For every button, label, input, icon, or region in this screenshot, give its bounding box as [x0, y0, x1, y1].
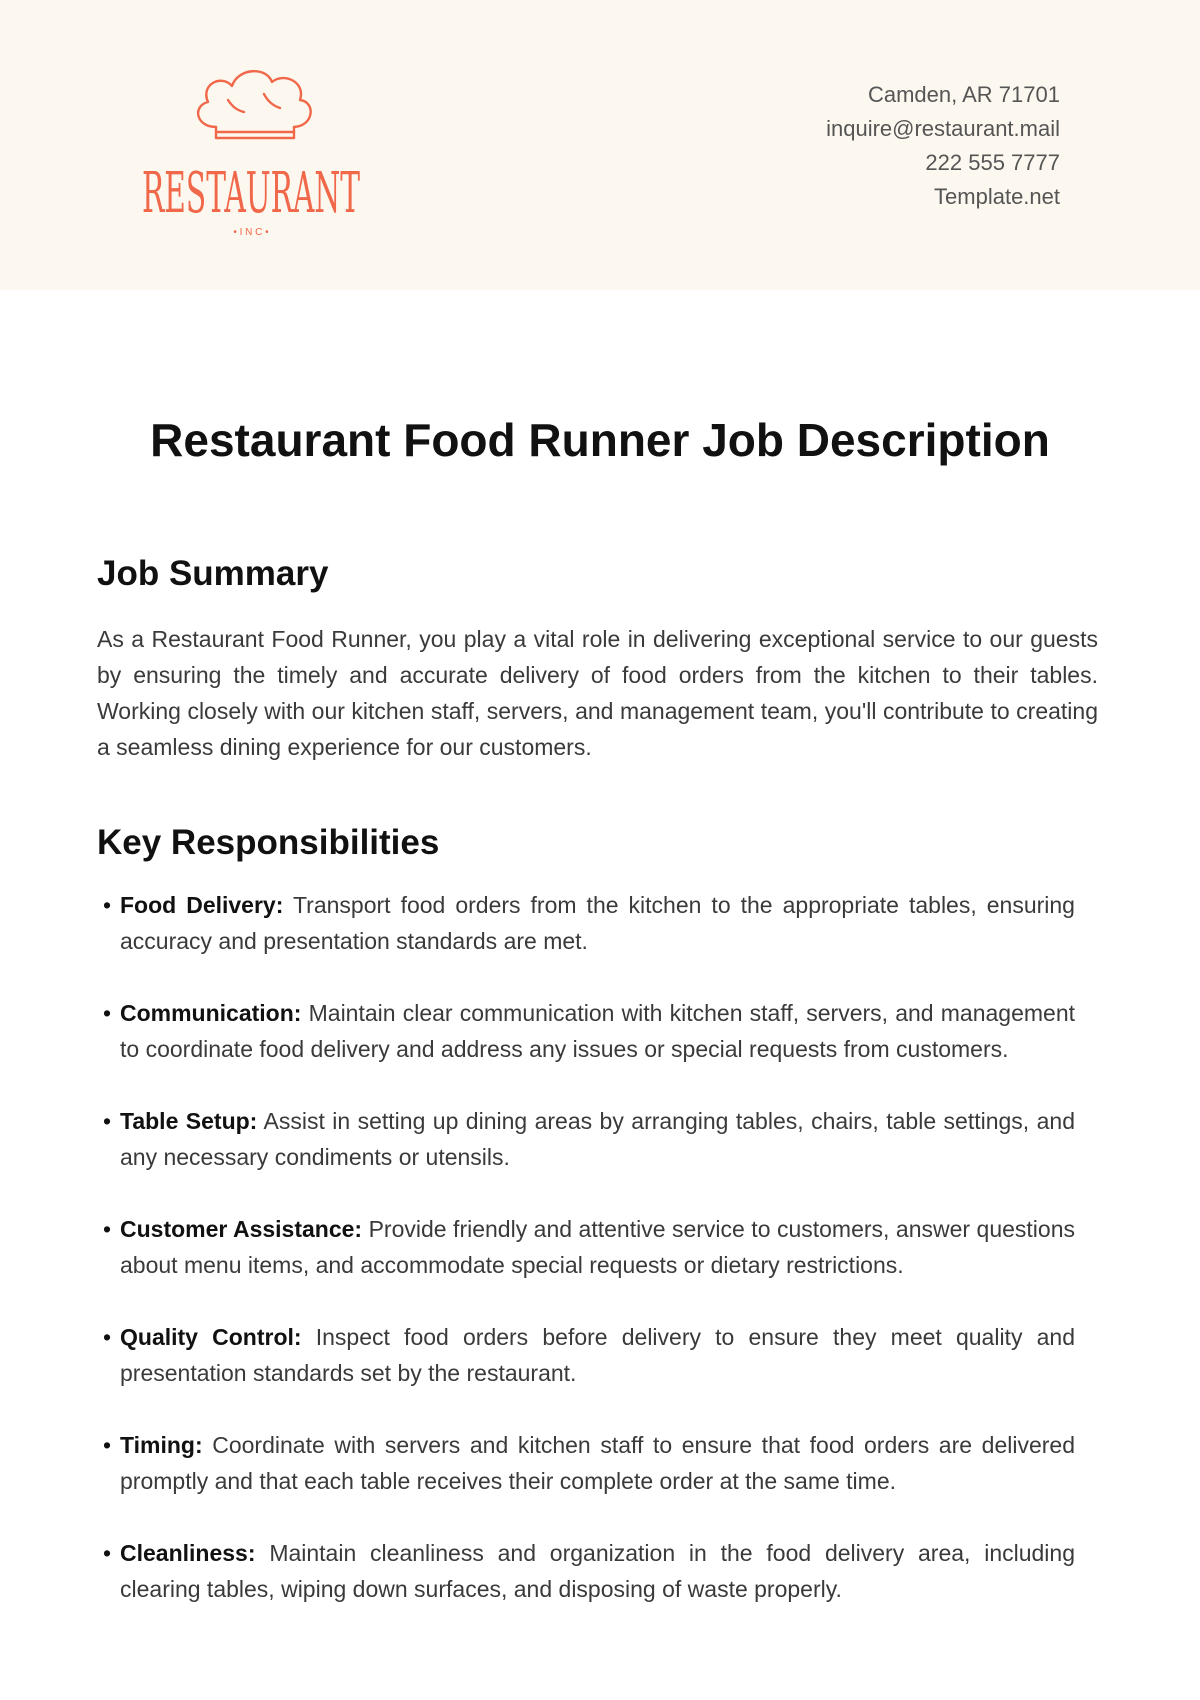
logo-wordmark: RESTAURANT	[142, 161, 360, 226]
bullet-icon: •	[103, 1324, 112, 1350]
responsibility-title: Communication:	[120, 1000, 302, 1026]
responsibility-item	[97, 1427, 1075, 1499]
responsibility-text: Inspect food orders before delivery to ensure they meet quality and presentation standards set by the restaurant.	[120, 1324, 1075, 1386]
contact-block	[826, 78, 1060, 214]
responsibility-text: Maintain cleanliness and organization in the food delivery area, including clearing tables, wiping down surfaces, and disposing of waste properly.	[120, 1540, 1076, 1602]
job-summary-heading: Job Summary	[97, 554, 329, 593]
restaurant-logo	[136, 50, 366, 240]
bullet-icon: •	[103, 1216, 112, 1242]
responsibility-item	[97, 1319, 1075, 1391]
responsibility-text: Coordinate with servers and kitchen staff to ensure that food orders are delivered promptly and that each table receives their complete order at the same time.	[120, 1432, 1075, 1494]
responsibility-item	[97, 887, 1075, 959]
key-responsibilities-heading: Key Responsibilities	[97, 823, 440, 862]
responsibility-item	[97, 1103, 1075, 1175]
document-title: Restaurant Food Runner Job Description	[150, 414, 1050, 466]
responsibility-title: Table Setup:	[120, 1108, 258, 1134]
responsibility-item	[97, 995, 1075, 1067]
responsibility-text: Provide friendly and attentive service to customers, answer questions about menu items, and accommodate special requests or dietary restrictions.	[120, 1216, 1075, 1278]
bullet-icon: •	[103, 1432, 112, 1458]
responsibility-text: Transport food orders from the kitchen to the appropriate tables, ensuring accuracy and presentation standards are met.	[120, 892, 1075, 954]
job-summary-text: As a Restaurant Food Runner, you play a vital role in delivering exceptional service to our guests by ensuring the timely and accurate delivery of food orders from the kitchen to their tables. Working closely with our kitchen staff, servers, and management team, you'll contribute to creating a seamless dining experience for our customers.	[97, 626, 1098, 760]
responsibility-item	[97, 1211, 1075, 1283]
responsibility-title: Quality Control:	[120, 1324, 302, 1350]
contact-phone: 222 555 7777	[925, 150, 1060, 175]
contact-email: inquire@restaurant.mail	[826, 116, 1060, 141]
responsibility-text: Maintain clear communication with kitchen staff, servers, and management to coordinate food delivery and address any issues or special requests from customers.	[120, 1000, 1076, 1062]
contact-address: Camden, AR 71701	[867, 82, 1060, 107]
responsibility-title: Cleanliness:	[120, 1540, 256, 1566]
chef-hat-icon	[198, 71, 311, 138]
bullet-icon: •	[103, 1000, 112, 1026]
responsibilities-list	[97, 887, 1075, 1643]
responsibility-title: Customer Assistance:	[120, 1216, 363, 1242]
bullet-icon: •	[103, 1108, 112, 1134]
logo-subtext: • I N C •	[233, 227, 269, 238]
bullet-icon: •	[103, 892, 112, 918]
responsibility-text: Assist in setting up dining areas by arranging tables, chairs, table settings, and any necessary condiments or utensils.	[120, 1108, 1075, 1170]
responsibility-item	[97, 1535, 1075, 1607]
bullet-icon: •	[103, 1540, 112, 1566]
responsibility-title: Food Delivery:	[120, 892, 284, 918]
contact-website: Template.net	[934, 184, 1060, 209]
responsibility-title: Timing:	[120, 1432, 203, 1458]
letterhead	[0, 0, 1200, 290]
